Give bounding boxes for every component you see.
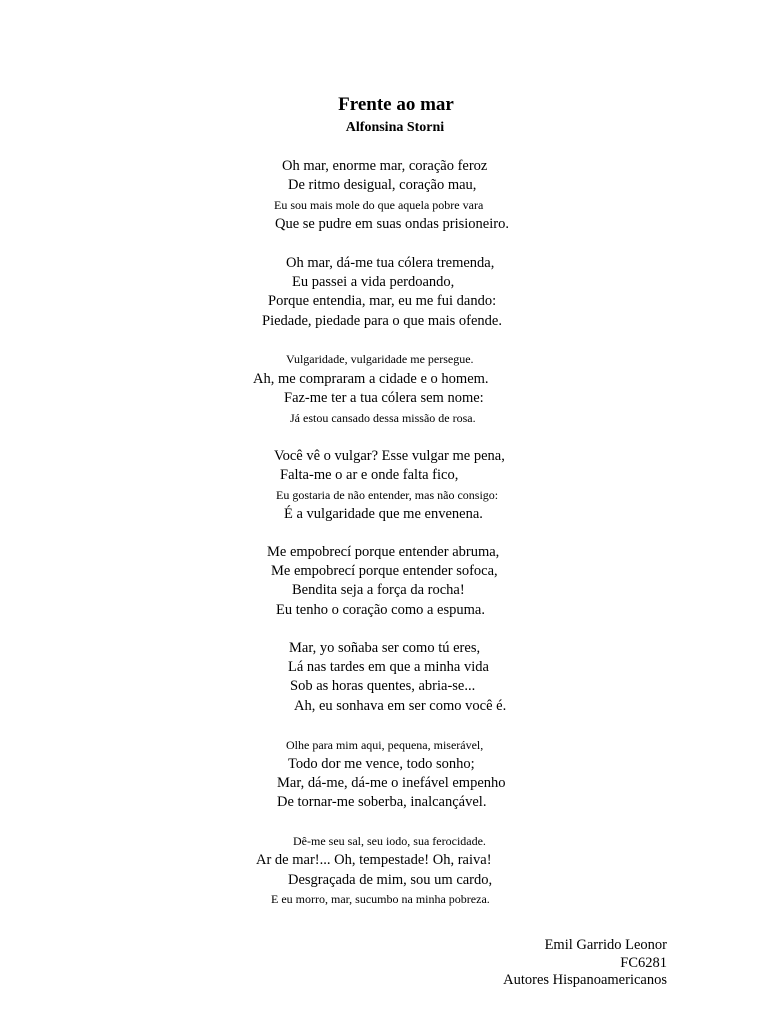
poem-line: Desgraçada de mim, sou um cardo,: [288, 872, 493, 888]
poem-line: Vulgaridade, vulgaridade me persegue.: [286, 352, 474, 366]
poem-line: E eu morro, mar, sucumbo na minha pobreza.: [271, 892, 490, 906]
poem-line: Você vê o vulgar? Esse vulgar me pena,: [274, 448, 505, 464]
poem-line: Mar, yo soñaba ser como tú eres,: [289, 640, 481, 656]
poem-line: Oh mar, dá-me tua cólera tremenda,: [286, 255, 495, 271]
signature-block: [503, 937, 667, 990]
poem-line: Eu passei a vida perdoando,: [292, 274, 455, 290]
poem-line: Ah, eu sonhava em ser como você é.: [294, 698, 507, 714]
signature-course: Autores Hispanoamericanos: [503, 972, 667, 988]
poem-line: Mar, dá-me, dá-me o inefável empenho: [277, 775, 506, 791]
poem-line: Porque entendia, mar, eu me fui dando:: [268, 293, 497, 309]
signature-code: FC6281: [620, 954, 667, 971]
poem-line: Eu gostaria de não entender, mas não consigo:: [276, 488, 499, 502]
poem-title: Frente ao mar: [338, 94, 454, 115]
poem-line: Falta-me o ar e onde falta fico,: [280, 467, 459, 483]
poem-line: Me empobrecí porque entender sofoca,: [271, 563, 498, 579]
poem-line: Lá nas tardes em que a minha vida: [288, 659, 489, 675]
poem-line: De ritmo desigual, coração mau,: [288, 177, 477, 193]
poem-line: Oh mar, enorme mar, coração feroz: [282, 158, 488, 174]
poem-line: Já estou cansado dessa missão de rosa.: [290, 411, 476, 425]
poem-line: Eu tenho o coração como a espuma.: [276, 602, 485, 618]
poem-line: Ar de mar!... Oh, tempestade! Oh, raiva!: [256, 852, 492, 868]
poem-author: Alfonsina Storni: [345, 120, 445, 135]
poem-line: É a vulgaridade que me envenena.: [284, 506, 483, 522]
poem-line: Piedade, piedade para o que mais ofende.: [262, 313, 502, 329]
poem-line: Ah, me compraram a cidade e o homem.: [253, 371, 489, 387]
poem-line: Olhe para mim aqui, pequena, miserável,: [286, 738, 484, 752]
signature-name: Emil Garrido Leonor: [544, 937, 667, 953]
poem-line: Que se pudre em suas ondas prisioneiro.: [275, 216, 509, 232]
poem-line: Sob as horas quentes, abria-se...: [290, 678, 476, 694]
poem-line: Me empobrecí porque entender abruma,: [267, 544, 500, 560]
poem-line: De tornar-me soberba, inalcançável.: [277, 794, 487, 810]
poem-line: Eu sou mais mole do que aquela pobre vara: [274, 198, 484, 212]
poem-line: Dê-me seu sal, seu iodo, sua ferocidade.: [293, 834, 486, 848]
poem-line: Todo dor me vence, todo sonho;: [288, 756, 475, 772]
poem-line: Faz-me ter a tua cólera sem nome:: [284, 390, 484, 406]
poem-line: Bendita seja a força da rocha!: [292, 582, 465, 598]
